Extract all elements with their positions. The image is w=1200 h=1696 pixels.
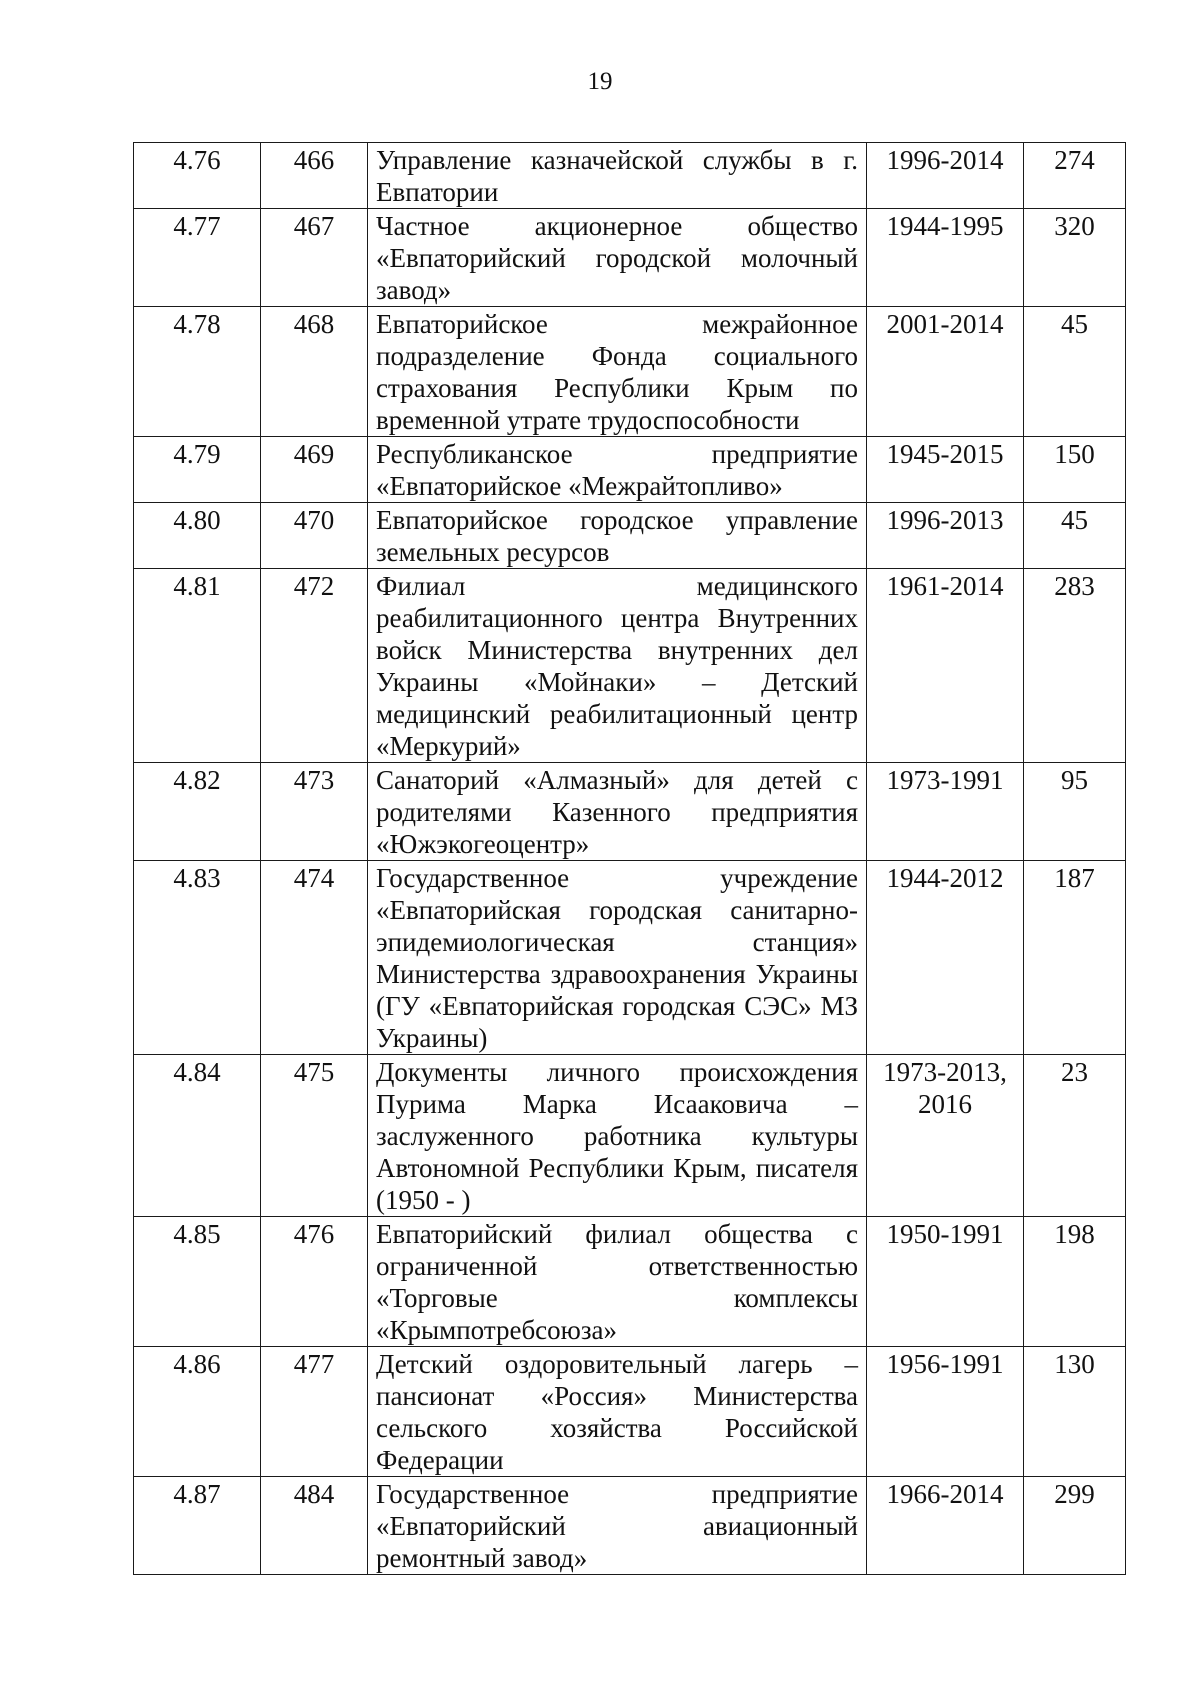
fond-number: 470 [261, 503, 368, 569]
page-number: 19 [587, 68, 613, 95]
row-number: 4.83 [134, 861, 261, 1055]
fond-name: Евпаторийское межрайонное подразделение Фонда социального страхования Республики Крым по временной утрате трудоспособности [368, 307, 867, 437]
fond-number: 466 [261, 143, 368, 209]
fond-number: 473 [261, 763, 368, 861]
fond-name: Государственное предприятие «Евпаторийский авиационный ремонтный завод» [368, 1477, 867, 1575]
row-number: 4.79 [134, 437, 261, 503]
row-number: 4.85 [134, 1217, 261, 1347]
table-row [134, 1347, 1126, 1477]
row-number: 4.78 [134, 307, 261, 437]
storage-units-count: 283 [1024, 569, 1126, 763]
table-row [134, 861, 1126, 1055]
storage-units-count: 187 [1024, 861, 1126, 1055]
fond-name: Филиал медицинского реабилитационного центра Внутренних войск Министерства внутренних дел Украины «Мойнаки» – Детский медицинский реабилитационный центр «Меркурий» [368, 569, 867, 763]
fond-number: 467 [261, 209, 368, 307]
date-range: 1996-2013 [867, 503, 1024, 569]
fond-name: Государственное учреждение «Евпаторийская городская санитарно-эпидемиологическая станция» Министерства здравоохранения Украины (ГУ «Евпаторийская городская СЭС» МЗ Украины) [368, 861, 867, 1055]
storage-units-count: 23 [1024, 1055, 1126, 1217]
storage-units-count: 320 [1024, 209, 1126, 307]
fond-number: 468 [261, 307, 368, 437]
date-range: 1966-2014 [867, 1477, 1024, 1575]
fond-name: Республиканское предприятие «Евпаторийское «Межрайтопливо» [368, 437, 867, 503]
fond-number: 472 [261, 569, 368, 763]
date-range: 1961-2014 [867, 569, 1024, 763]
fond-number: 475 [261, 1055, 368, 1217]
archive-fonds-table [133, 142, 1126, 1575]
fond-name: Управление казначейской службы в г. Евпатории [368, 143, 867, 209]
storage-units-count: 95 [1024, 763, 1126, 861]
fond-name: Санаторий «Алмазный» для детей с родителями Казенного предприятия «Южэкогеоцентр» [368, 763, 867, 861]
fond-number: 476 [261, 1217, 368, 1347]
row-number: 4.80 [134, 503, 261, 569]
table-row [134, 307, 1126, 437]
row-number: 4.84 [134, 1055, 261, 1217]
date-range: 1973-2013, 2016 [867, 1055, 1024, 1217]
row-number: 4.77 [134, 209, 261, 307]
row-number: 4.82 [134, 763, 261, 861]
storage-units-count: 45 [1024, 503, 1126, 569]
table-row [134, 437, 1126, 503]
fond-name: Евпаторийское городское управление земельных ресурсов [368, 503, 867, 569]
table-row [134, 1217, 1126, 1347]
date-range: 1944-1995 [867, 209, 1024, 307]
row-number: 4.87 [134, 1477, 261, 1575]
fond-number: 474 [261, 861, 368, 1055]
table-row [134, 1055, 1126, 1217]
date-range: 1973-1991 [867, 763, 1024, 861]
fond-number: 484 [261, 1477, 368, 1575]
table-row [134, 143, 1126, 209]
date-range: 1950-1991 [867, 1217, 1024, 1347]
date-range: 2001-2014 [867, 307, 1024, 437]
table-row [134, 1477, 1126, 1575]
table-row [134, 763, 1126, 861]
row-number: 4.76 [134, 143, 261, 209]
fond-number: 477 [261, 1347, 368, 1477]
storage-units-count: 274 [1024, 143, 1126, 209]
storage-units-count: 45 [1024, 307, 1126, 437]
table-row [134, 569, 1126, 763]
fond-name: Евпаторийский филиал общества с ограниченной ответственностью «Торговые комплексы «Крымпотребсоюза» [368, 1217, 867, 1347]
fond-name: Частное акционерное общество «Евпаторийский городской молочный завод» [368, 209, 867, 307]
fond-name: Документы личного происхождения Пурима Марка Исааковича – заслуженного работника культуры Автономной Республики Крым, писателя (1950 - ) [368, 1055, 867, 1217]
table-row [134, 503, 1126, 569]
storage-units-count: 150 [1024, 437, 1126, 503]
date-range: 1996-2014 [867, 143, 1024, 209]
date-range: 1944-2012 [867, 861, 1024, 1055]
fond-number: 469 [261, 437, 368, 503]
row-number: 4.86 [134, 1347, 261, 1477]
storage-units-count: 130 [1024, 1347, 1126, 1477]
table-row [134, 209, 1126, 307]
storage-units-count: 198 [1024, 1217, 1126, 1347]
row-number: 4.81 [134, 569, 261, 763]
date-range: 1945-2015 [867, 437, 1024, 503]
fond-name: Детский оздоровительный лагерь – пансионат «Россия» Министерства сельского хозяйства Российской Федерации [368, 1347, 867, 1477]
date-range: 1956-1991 [867, 1347, 1024, 1477]
storage-units-count: 299 [1024, 1477, 1126, 1575]
